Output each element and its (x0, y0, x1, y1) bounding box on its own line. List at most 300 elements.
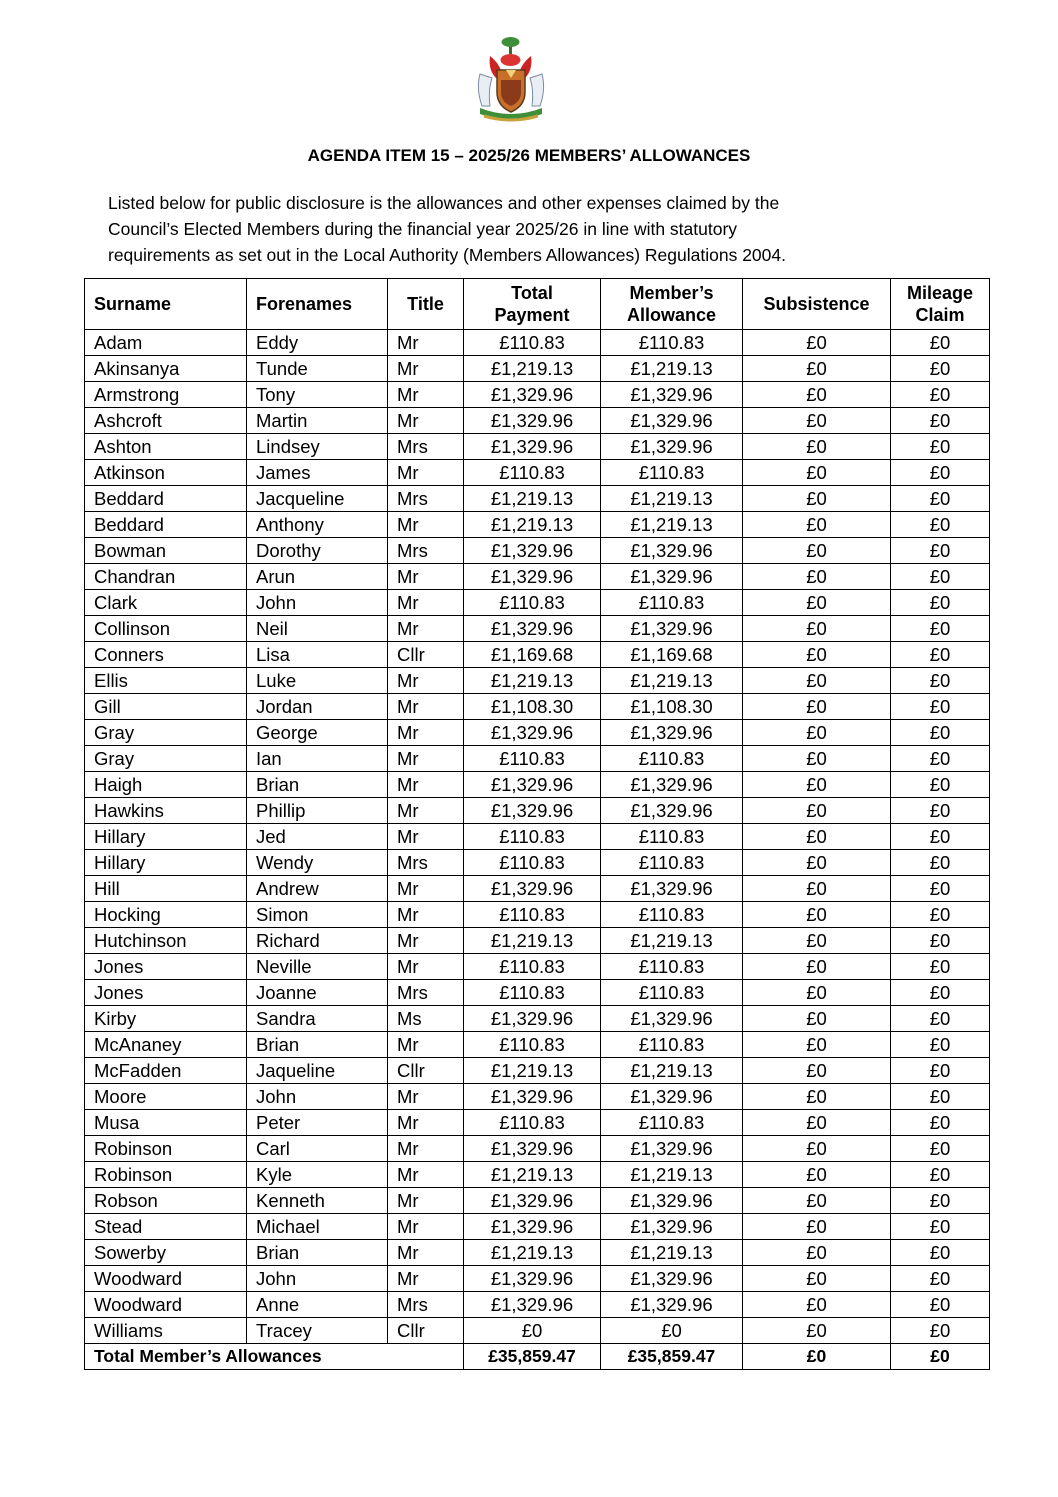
mileage-cell: £0 (891, 954, 990, 980)
subsistence-cell: £0 (743, 1292, 891, 1318)
table-row (85, 720, 990, 746)
subsistence-cell: £0 (743, 668, 891, 694)
table-row (85, 668, 990, 694)
table-row (85, 330, 990, 356)
mileage-cell: £0 (891, 1136, 990, 1162)
surname-cell: Ashcroft (85, 408, 247, 434)
table-row (85, 1136, 990, 1162)
total-payment-cell: £110.83 (464, 1110, 601, 1136)
header-members-allowance: Member’s Allowance (601, 279, 743, 330)
subsistence-cell: £0 (743, 1110, 891, 1136)
total-payment-cell: £1,219.13 (464, 1240, 601, 1266)
title-cell: Mr (388, 746, 464, 772)
subsistence-cell: £0 (743, 434, 891, 460)
council-crest-logo (470, 34, 552, 124)
forename-cell: Peter (247, 1110, 388, 1136)
mileage-cell: £0 (891, 720, 990, 746)
allowance-cell: £110.83 (601, 590, 743, 616)
allowance-cell: £110.83 (601, 980, 743, 1006)
mileage-cell: £0 (891, 928, 990, 954)
total-payment-cell: £110.83 (464, 330, 601, 356)
forename-cell: Brian (247, 772, 388, 798)
mileage-cell: £0 (891, 590, 990, 616)
forename-cell: Neil (247, 616, 388, 642)
allowance-cell: £1,329.96 (601, 1136, 743, 1162)
allowance-cell: £1,329.96 (601, 1266, 743, 1292)
title-cell: Mr (388, 356, 464, 382)
surname-cell: Haigh (85, 772, 247, 798)
allowance-cell: £1,329.96 (601, 876, 743, 902)
mileage-cell: £0 (891, 746, 990, 772)
forename-cell: John (247, 590, 388, 616)
total-payment-cell: £1,329.96 (464, 1136, 601, 1162)
header-forenames: Forenames (247, 279, 388, 330)
surname-cell: Beddard (85, 512, 247, 538)
surname-cell: Jones (85, 954, 247, 980)
forename-cell: Jed (247, 824, 388, 850)
mileage-cell: £0 (891, 668, 990, 694)
total-label: Total Member’s Allowances (85, 1344, 464, 1370)
title-cell: Mr (388, 824, 464, 850)
table-row (85, 1084, 990, 1110)
mileage-cell: £0 (891, 538, 990, 564)
total-payment-cell: £110.83 (464, 850, 601, 876)
forename-cell: Michael (247, 1214, 388, 1240)
allowance-cell: £110.83 (601, 330, 743, 356)
surname-cell: Ashton (85, 434, 247, 460)
allowance-cell: £1,329.96 (601, 1188, 743, 1214)
surname-cell: Hocking (85, 902, 247, 928)
total-payment-cell: £1,219.13 (464, 1058, 601, 1084)
forename-cell: Anthony (247, 512, 388, 538)
mileage-cell: £0 (891, 1318, 990, 1344)
table-row (85, 564, 990, 590)
allowance-cell: £1,329.96 (601, 1006, 743, 1032)
title-cell: Mr (388, 720, 464, 746)
title-cell: Mr (388, 1084, 464, 1110)
surname-cell: Hutchinson (85, 928, 247, 954)
forename-cell: Wendy (247, 850, 388, 876)
subsistence-cell: £0 (743, 928, 891, 954)
subsistence-cell: £0 (743, 980, 891, 1006)
title-cell: Mr (388, 616, 464, 642)
title-cell: Mr (388, 564, 464, 590)
subsistence-cell: £0 (743, 1318, 891, 1344)
title-cell: Mrs (388, 1292, 464, 1318)
forename-cell: Jacqueline (247, 486, 388, 512)
mileage-cell: £0 (891, 1058, 990, 1084)
table-row (85, 590, 990, 616)
total-payment-cell: £1,219.13 (464, 668, 601, 694)
subsistence-cell: £0 (743, 1032, 891, 1058)
total-payment: £35,859.47 (464, 1344, 601, 1370)
table-row (85, 954, 990, 980)
surname-cell: Williams (85, 1318, 247, 1344)
total-payment-cell: £1,219.13 (464, 486, 601, 512)
title-cell: Mr (388, 1136, 464, 1162)
title-cell: Mr (388, 954, 464, 980)
allowance-cell: £110.83 (601, 1110, 743, 1136)
subsistence-cell: £0 (743, 486, 891, 512)
subsistence-cell: £0 (743, 330, 891, 356)
forename-cell: Brian (247, 1240, 388, 1266)
forename-cell: Andrew (247, 876, 388, 902)
forename-cell: James (247, 460, 388, 486)
forename-cell: Lindsey (247, 434, 388, 460)
title-cell: Mrs (388, 850, 464, 876)
forename-cell: Tracey (247, 1318, 388, 1344)
surname-cell: Bowman (85, 538, 247, 564)
total-subsistence: £0 (743, 1344, 891, 1370)
allowance-cell: £1,329.96 (601, 616, 743, 642)
table-header-row (85, 279, 990, 330)
allowance-cell: £1,219.13 (601, 512, 743, 538)
mileage-cell: £0 (891, 1110, 990, 1136)
allowance-cell: £1,219.13 (601, 668, 743, 694)
forename-cell: Dorothy (247, 538, 388, 564)
title-cell: Mr (388, 382, 464, 408)
forename-cell: Simon (247, 902, 388, 928)
intro-line-1: Listed below for public disclosure is the allowances and other expenses claimed by the (108, 193, 780, 213)
subsistence-cell: £0 (743, 590, 891, 616)
forename-cell: Phillip (247, 798, 388, 824)
mileage-cell: £0 (891, 616, 990, 642)
mileage-cell: £0 (891, 434, 990, 460)
table-row (85, 928, 990, 954)
surname-cell: Gray (85, 746, 247, 772)
forename-cell: Richard (247, 928, 388, 954)
total-payment-cell: £1,329.96 (464, 798, 601, 824)
allowance-cell: £1,219.13 (601, 928, 743, 954)
mileage-cell: £0 (891, 564, 990, 590)
forename-cell: John (247, 1084, 388, 1110)
allowance-cell: £1,219.13 (601, 1240, 743, 1266)
table-row (85, 642, 990, 668)
forename-cell: Jaqueline (247, 1058, 388, 1084)
title-cell: Mr (388, 1240, 464, 1266)
table-row (85, 824, 990, 850)
mileage-cell: £0 (891, 694, 990, 720)
table-row (85, 1188, 990, 1214)
subsistence-cell: £0 (743, 850, 891, 876)
total-payment-cell: £1,329.96 (464, 1006, 601, 1032)
allowance-cell: £1,329.96 (601, 408, 743, 434)
document-title: AGENDA ITEM 15 – 2025/26 MEMBERS’ ALLOWANCES (307, 146, 751, 165)
total-payment-cell: £110.83 (464, 954, 601, 980)
forename-cell: Brian (247, 1032, 388, 1058)
title-cell: Ms (388, 1006, 464, 1032)
total-payment-cell: £1,329.96 (464, 408, 601, 434)
allowance-cell: £1,219.13 (601, 1162, 743, 1188)
surname-cell: Beddard (85, 486, 247, 512)
forename-cell: Tunde (247, 356, 388, 382)
subsistence-cell: £0 (743, 1266, 891, 1292)
title-cell: Cllr (388, 1058, 464, 1084)
forename-cell: Lisa (247, 642, 388, 668)
mileage-cell: £0 (891, 1292, 990, 1318)
table-row (85, 1058, 990, 1084)
mileage-cell: £0 (891, 1266, 990, 1292)
total-payment-cell: £1,329.96 (464, 1292, 601, 1318)
allowance-cell: £110.83 (601, 954, 743, 980)
allowance-cell: £1,219.13 (601, 486, 743, 512)
total-payment-cell: £1,219.13 (464, 928, 601, 954)
total-payment-cell: £1,329.96 (464, 1084, 601, 1110)
allowance-cell: £1,329.96 (601, 1292, 743, 1318)
title-cell: Cllr (388, 642, 464, 668)
subsistence-cell: £0 (743, 824, 891, 850)
forename-cell: Jordan (247, 694, 388, 720)
table-row (85, 902, 990, 928)
mileage-cell: £0 (891, 1188, 990, 1214)
surname-cell: Moore (85, 1084, 247, 1110)
surname-cell: Robson (85, 1188, 247, 1214)
surname-cell: Robinson (85, 1162, 247, 1188)
allowance-cell: £1,329.96 (601, 720, 743, 746)
allowance-cell: £110.83 (601, 850, 743, 876)
forename-cell: Martin (247, 408, 388, 434)
title-cell: Mr (388, 928, 464, 954)
table-row (85, 746, 990, 772)
surname-cell: McFadden (85, 1058, 247, 1084)
table-row (85, 382, 990, 408)
surname-cell: Kirby (85, 1006, 247, 1032)
allowance-cell: £1,329.96 (601, 1214, 743, 1240)
surname-cell: Gray (85, 720, 247, 746)
mileage-cell: £0 (891, 642, 990, 668)
total-payment-cell: £110.83 (464, 746, 601, 772)
header-surname: Surname (85, 279, 247, 330)
mileage-cell: £0 (891, 798, 990, 824)
total-payment-cell: £110.83 (464, 590, 601, 616)
forename-cell: Neville (247, 954, 388, 980)
surname-cell: Hillary (85, 824, 247, 850)
total-payment-cell: £1,169.68 (464, 642, 601, 668)
title-cell: Mr (388, 408, 464, 434)
mileage-cell: £0 (891, 1084, 990, 1110)
forename-cell: Kyle (247, 1162, 388, 1188)
total-allowance: £35,859.47 (601, 1344, 743, 1370)
subsistence-cell: £0 (743, 902, 891, 928)
subsistence-cell: £0 (743, 1162, 891, 1188)
forename-cell: Luke (247, 668, 388, 694)
table-row (85, 1162, 990, 1188)
forename-cell: George (247, 720, 388, 746)
header-total-payment: Total Payment (464, 279, 601, 330)
total-payment-cell: £1,329.96 (464, 382, 601, 408)
table-row (85, 512, 990, 538)
title-cell: Mr (388, 668, 464, 694)
mileage-cell: £0 (891, 1214, 990, 1240)
forename-cell: Eddy (247, 330, 388, 356)
table-row (85, 876, 990, 902)
total-payment-cell: £110.83 (464, 1032, 601, 1058)
intro-paragraph (108, 190, 988, 268)
allowance-cell: £110.83 (601, 824, 743, 850)
table-row (85, 1006, 990, 1032)
table-row (85, 850, 990, 876)
surname-cell: Hill (85, 876, 247, 902)
allowance-cell: £110.83 (601, 902, 743, 928)
subsistence-cell: £0 (743, 1214, 891, 1240)
subsistence-cell: £0 (743, 1136, 891, 1162)
table-row (85, 434, 990, 460)
total-payment-cell: £1,329.96 (464, 1188, 601, 1214)
table-row (85, 1214, 990, 1240)
mileage-cell: £0 (891, 1032, 990, 1058)
subsistence-cell: £0 (743, 876, 891, 902)
total-mileage: £0 (891, 1344, 990, 1370)
subsistence-cell: £0 (743, 538, 891, 564)
intro-line-3: requirements as set out in the Local Authority (Members Allowances) Regulations 2004. (108, 245, 786, 265)
title-cell: Mrs (388, 980, 464, 1006)
title-cell: Mrs (388, 486, 464, 512)
subsistence-cell: £0 (743, 1188, 891, 1214)
subsistence-cell: £0 (743, 694, 891, 720)
forename-cell: Carl (247, 1136, 388, 1162)
title-cell: Mr (388, 1162, 464, 1188)
total-payment-cell: £1,329.96 (464, 1214, 601, 1240)
forename-cell: Tony (247, 382, 388, 408)
surname-cell: Woodward (85, 1292, 247, 1318)
surname-cell: Musa (85, 1110, 247, 1136)
title-cell: Mr (388, 1032, 464, 1058)
forename-cell: Anne (247, 1292, 388, 1318)
subsistence-cell: £0 (743, 954, 891, 980)
mileage-cell: £0 (891, 486, 990, 512)
subsistence-cell: £0 (743, 798, 891, 824)
allowances-table (84, 278, 990, 1370)
table-row (85, 460, 990, 486)
allowance-cell: £110.83 (601, 460, 743, 486)
mileage-cell: £0 (891, 876, 990, 902)
allowance-cell: £1,329.96 (601, 798, 743, 824)
surname-cell: Atkinson (85, 460, 247, 486)
mileage-cell: £0 (891, 772, 990, 798)
allowance-cell: £1,108.30 (601, 694, 743, 720)
table-row (85, 1266, 990, 1292)
title-cell: Mr (388, 798, 464, 824)
subsistence-cell: £0 (743, 616, 891, 642)
title-cell: Mr (388, 330, 464, 356)
intro-line-2: Council’s Elected Members during the financial year 2025/26 in line with statutory (108, 219, 738, 239)
title-cell: Mr (388, 1110, 464, 1136)
surname-cell: Chandran (85, 564, 247, 590)
total-payment-cell: £110.83 (464, 980, 601, 1006)
table-row (85, 798, 990, 824)
mileage-cell: £0 (891, 382, 990, 408)
mileage-cell: £0 (891, 1006, 990, 1032)
subsistence-cell: £0 (743, 564, 891, 590)
title-cell: Mr (388, 694, 464, 720)
table-row (85, 772, 990, 798)
table-row (85, 1292, 990, 1318)
surname-cell: Sowerby (85, 1240, 247, 1266)
total-payment-cell: £110.83 (464, 824, 601, 850)
surname-cell: Gill (85, 694, 247, 720)
surname-cell: Akinsanya (85, 356, 247, 382)
total-payment-cell: £1,329.96 (464, 434, 601, 460)
total-payment-cell: £1,329.96 (464, 564, 601, 590)
header-title: Title (388, 279, 464, 330)
surname-cell: Stead (85, 1214, 247, 1240)
surname-cell: Hawkins (85, 798, 247, 824)
surname-cell: Collinson (85, 616, 247, 642)
table-row (85, 356, 990, 382)
total-payment-cell: £1,329.96 (464, 876, 601, 902)
mileage-cell: £0 (891, 850, 990, 876)
total-payment-cell: £1,329.96 (464, 616, 601, 642)
forename-cell: Kenneth (247, 1188, 388, 1214)
mileage-cell: £0 (891, 1240, 990, 1266)
allowance-cell: £1,219.13 (601, 1058, 743, 1084)
mileage-cell: £0 (891, 824, 990, 850)
surname-cell: McAnaney (85, 1032, 247, 1058)
title-cell: Mr (388, 902, 464, 928)
mileage-cell: £0 (891, 512, 990, 538)
forename-cell: Ian (247, 746, 388, 772)
surname-cell: Armstrong (85, 382, 247, 408)
subsistence-cell: £0 (743, 408, 891, 434)
title-cell: Mr (388, 1214, 464, 1240)
allowance-cell: £1,329.96 (601, 538, 743, 564)
surname-cell: Ellis (85, 668, 247, 694)
table-row (85, 408, 990, 434)
total-payment-cell: £1,329.96 (464, 772, 601, 798)
surname-cell: Hillary (85, 850, 247, 876)
total-payment-cell: £1,219.13 (464, 1162, 601, 1188)
allowance-cell: £1,329.96 (601, 382, 743, 408)
subsistence-cell: £0 (743, 1006, 891, 1032)
table-row (85, 538, 990, 564)
title-cell: Mr (388, 772, 464, 798)
total-payment-cell: £1,219.13 (464, 356, 601, 382)
total-payment-cell: £1,329.96 (464, 1266, 601, 1292)
forename-cell: Sandra (247, 1006, 388, 1032)
mileage-cell: £0 (891, 1162, 990, 1188)
header-subsistence: Subsistence (743, 279, 891, 330)
mileage-cell: £0 (891, 980, 990, 1006)
total-payment-cell: £1,329.96 (464, 538, 601, 564)
total-payment-cell: £1,108.30 (464, 694, 601, 720)
allowance-cell: £1,219.13 (601, 356, 743, 382)
subsistence-cell: £0 (743, 720, 891, 746)
mileage-cell: £0 (891, 356, 990, 382)
surname-cell: Conners (85, 642, 247, 668)
table-row (85, 1318, 990, 1344)
subsistence-cell: £0 (743, 642, 891, 668)
forename-cell: Arun (247, 564, 388, 590)
surname-cell: Woodward (85, 1266, 247, 1292)
title-cell: Mr (388, 512, 464, 538)
table-row (85, 1240, 990, 1266)
allowance-cell: £1,329.96 (601, 772, 743, 798)
table-row (85, 1032, 990, 1058)
table-row (85, 616, 990, 642)
mileage-cell: £0 (891, 902, 990, 928)
mileage-cell: £0 (891, 330, 990, 356)
table-row (85, 1110, 990, 1136)
total-payment-cell: £0 (464, 1318, 601, 1344)
table-row (85, 980, 990, 1006)
title-cell: Mr (388, 876, 464, 902)
total-payment-cell: £110.83 (464, 902, 601, 928)
allowance-cell: £110.83 (601, 1032, 743, 1058)
allowance-cell: £0 (601, 1318, 743, 1344)
surname-cell: Clark (85, 590, 247, 616)
surname-cell: Adam (85, 330, 247, 356)
title-cell: Mr (388, 590, 464, 616)
